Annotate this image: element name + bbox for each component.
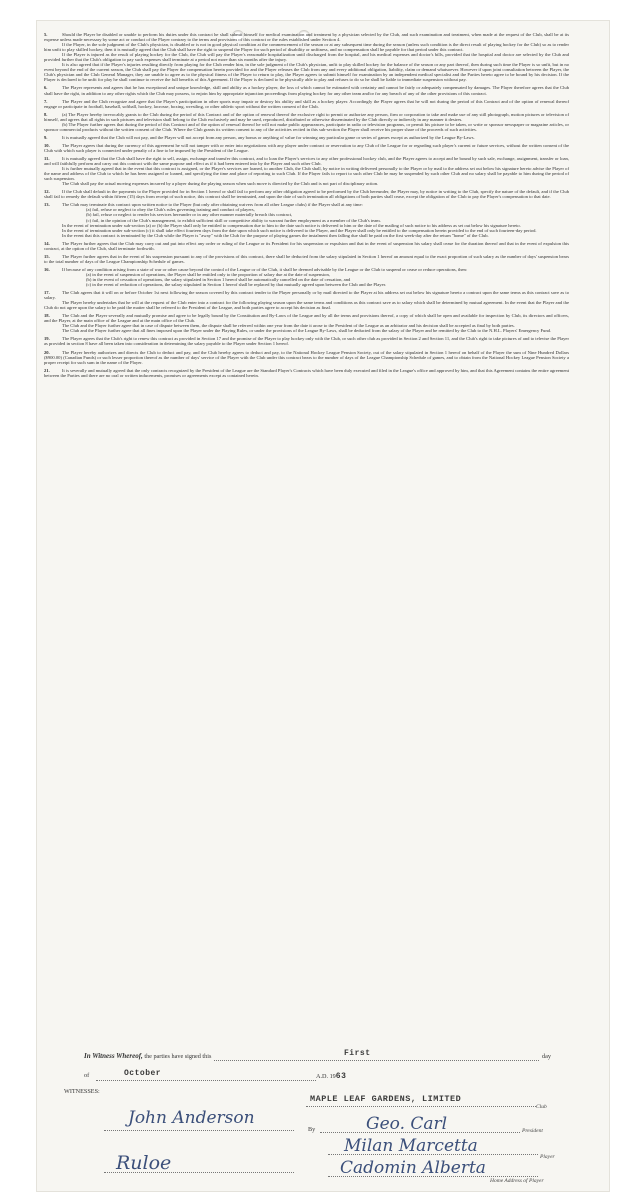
month-value: October <box>124 1069 162 1078</box>
club-label: Club <box>536 1104 547 1110</box>
section-paragraph: 13. The Club may terminate this contract upon written notice to the Player (but only after obtaining waivers from all other League clubs) if the Player shall at any time: <box>44 202 363 208</box>
section-16 <box>44 267 569 287</box>
ad-prefix: A.D. 19 <box>316 1073 336 1080</box>
witnesses-label: WITNESSES: <box>64 1088 100 1095</box>
section-number: 10. <box>44 142 50 148</box>
section-paragraph: 18. The Club and the Player severally and mutually promise and agree to be legally bound by the Constitution and By-Laws of the League and by all the terms and provisions thereof, a copy of which shall be open and available for inspection by Club, its directors and officers, and the Player, at the main office of the League and at the main office of the Club. <box>44 313 569 324</box>
section-18 <box>44 313 569 333</box>
section-paragraph: 5. Should the Player be disabled or unable to perform his duties under this contract he shall submit himself for medical examination and treatment by a physician selected by the Club, and such examination and treatment, when made at the request of the Club, shall be at its expense unless made necessary by some act or conduct of the Player contrary to the terms and provisions of this contract or the rules established under Section 4. <box>44 32 569 43</box>
section-paragraph: 14. The Player further agrees that the Club may carry out and put into effect any order or ruling of the League or its President for his suspension or expulsion and that in the event of suspension his salary shall cease for the duration thereof and that in the event of expulsion this contract, at the option of the Club, shall terminate forthwith. <box>44 240 569 251</box>
section-10 <box>44 143 569 153</box>
section-13 <box>44 202 569 237</box>
section-19 <box>44 336 569 346</box>
section-number: 8. <box>44 111 48 117</box>
section-paragraph: (b) The Player further agrees that during the period of this Contract and of the option of renewal thereof he will not make public appearances, participate in radio or television programs, or permit his picture to be taken, or write or sponsor newspaper or magazine articles, or sponsor commercial products without the written consent of the Club. Where the Club grants its written consent to any of the activities recited in this sub-section the Player shall receive his proper share of the proceeds of such activities. <box>44 121 569 132</box>
section-paragraph: 10. The Player agrees that during the currency of this agreement he will not tamper with or enter into negotiations with any player under contract or reservation to any Club of the League for or regarding such player's current or future services, without the written consent of the Club with which such player is connected under penalty of a fine to be imposed by the President of the League. <box>44 142 569 153</box>
section-paragraph: In the event of termination under sub-section (c) it shall take effect fourteen days from the date upon which such notice is delivered to the Player, and the Player shall only be entitled to the compensation herein provided to the end of such fourteen-day period. <box>62 227 537 233</box>
section-17 <box>44 290 569 310</box>
section-9 <box>44 135 569 140</box>
witness-phrase: In Witness Whereof, <box>84 1052 143 1060</box>
club-name: MAPLE LEAF GARDENS, LIMITED <box>310 1094 462 1104</box>
section-number: 11. <box>44 155 50 161</box>
section-number: 19. <box>44 336 50 342</box>
section-paragraph: 12. If the Club shall default in the payments to the Player provided for in Section 1 hereof or shall fail to perform any other obligation agreed to be performed by the Club hereunder, the Player may, by notice in writing to the Club, specify the nature of the default, and if the Club shall fail to remedy the default within fifteen (15) days from receipt of such notice, this contract shall be terminated, and upon the date of such termination all obligations of both parties shall cease, except the obligation of the Club to pay the Player's compensation to that date. <box>44 189 569 200</box>
of-label: of <box>84 1072 90 1079</box>
section-paragraph: 21. It is severally and mutually agreed that the only contracts recognized by the President of the League are the Standard Player's Contracts which have been duly executed and filed in the League's office and approved by him, and that this Agreement contains the entire agreement between the Parties and there are no oral or written inducements, promises or agreements except as contained herein. <box>44 367 569 378</box>
section-number: 18. <box>44 313 50 319</box>
section-paragraph: The Club and the Player further agree that in case of dispute between them, the dispute shall be referred within one year from the date it arose to the President of the League as an arbitrator and his decision shall be accepted as final by both parties. <box>62 323 515 329</box>
section-paragraph: If the Player is injured as the result of playing hockey for the Club, the Club will pay the Player's reasonable hospitalization until discharged from the hospital, and his medical expenses and doctor's bills, provided that the hospital and doctor are selected by the Club and provided further that the Club's obligation to pay such expenses shall terminate at a period not more than six months after the injury. <box>44 52 569 63</box>
president-label: President <box>522 1128 543 1134</box>
section-list-item: (c) in the event of reduction of operations, the salary stipulated in Section 1 hereof shall be replaced by that mutually agreed upon between the Club and the Player. <box>86 282 387 288</box>
section-list-item: (c) fail, in the opinion of the Club's management, to exhibit sufficient skill or competitive ability to warrant further employment as a member of the Club's team. <box>86 217 381 223</box>
section-number: 6. <box>44 85 48 91</box>
section-number: 15. <box>44 253 50 259</box>
section-paragraph: The Club and the Player further agree that all fines imposed upon the Player under the Playing Rules, or under the provisions of the League By-Laws, shall be deducted from the salary of the Player and be remitted by the Club to the N.H.L. Players' Emergency Fund. <box>62 328 552 334</box>
president-signature: Geo. Carl <box>366 1114 448 1134</box>
section-number: 13. <box>44 202 50 208</box>
witness-signature-2: Ruloe <box>116 1152 172 1174</box>
section-8 <box>44 112 569 132</box>
section-21 <box>44 368 569 378</box>
section-list-item: (b) fail, refuse or neglect to render his services hereunder or in any other manner materially breach this contract, <box>86 212 293 218</box>
player-signature: Milan Marcetta <box>344 1136 478 1156</box>
section-number: 20. <box>44 349 50 355</box>
day-value: First <box>344 1049 371 1058</box>
year-value: 63 <box>335 1072 347 1081</box>
section-12 <box>44 189 569 199</box>
section-paragraph: The Club shall pay the actual moving expenses incurred by a player during the playing season when such move is directed by the Club and is not part of disciplinary action. <box>62 181 379 187</box>
section-paragraph: In the event of termination under sub-section (a) or (b) the Player shall only be entitled to compensation due to him to the date such notice is delivered to him or the date of the mailing of such notice to his address as set out below his signature hereto. <box>62 222 521 228</box>
section-paragraph: 20. The Player hereby authorizes and directs the Club to deduct and pay, and the Club hereby agrees to deduct and pay, to the National Hockey League Pension Society, out of the salary stipulated in Section 1 hereof on behalf of the Player the sum of Nine Hundred Dollars ($900.00) (Canadian Funds) or such lesser proportion thereof as the number of days' service of the Player with the Club under this contract bears to the number of days of the League Championship Schedule of games, and to obtain from the National Hockey League Pension Society a proper receipt for such sum in the name of the Player. <box>44 349 569 365</box>
section-5 <box>44 32 569 82</box>
section-number: 7. <box>44 98 48 104</box>
section-paragraph: In the event that this contract is terminated by the Club while the Player is "away" with the Club for the purpose of playing games the instalment then falling due shall be paid on the first week-day after the return "home" of the Club. <box>62 232 489 238</box>
by-label: By <box>308 1126 316 1133</box>
section-20 <box>44 350 569 365</box>
section-number: 5. <box>44 32 48 37</box>
section-14 <box>44 241 569 251</box>
section-paragraph: 7. The Player and the Club recognize and agree that the Player's participation in other sports may impair or destroy his ability and skill as a hockey player. Accordingly the Player agrees that he will not during the period of this Contract and of the option of renewal thereof engage or participate in football, baseball, softball, hockey, lacrosse, boxing, wrestling, or other athletic sport without the written consent of the Club. <box>44 98 569 109</box>
section-number: 16. <box>44 266 50 272</box>
section-number: 21. <box>44 367 50 373</box>
section-paragraph: 6. The Player represents and agrees that he has exceptional and unique knowledge, skill and ability as a hockey player, the loss of which cannot be estimated with certainty and cannot be fairly or adequately compensated by damages. The Player therefore agrees that the Club shall have the right, in addition to any other rights which the Club may possess, to enjoin him by appropriate injunction proceedings from playing hockey for any other team and/or for any breach of any of the other provisions of this contract. <box>44 85 569 96</box>
section-number: 9. <box>44 134 48 140</box>
section-paragraph: 8. (a) The Player hereby irrevocably grants to the Club during the period of this Contract and of the option of renewal thereof the exclusive right to permit or authorize any person, firm or corporation to take and make use of any still photograph, motion pictures or television of himself, and agrees that all rights in such pictures and television shall belong to the Club exclusively and may be used, reproduced, distributed or otherwise disseminated by the Club directly or indirectly in any manner it desires. <box>44 111 569 122</box>
home-address-label: Home Address of Player <box>490 1178 544 1184</box>
section-7 <box>44 99 569 109</box>
witness-signature-1: John Anderson <box>128 1108 255 1128</box>
section-paragraph: 11. It is mutually agreed that the Club shall have the right to sell, assign, exchange and transfer this contract, and to loan the Player's services to any other professional hockey club, and the Player agrees to accept and be bound by such sale, exchange, assignment, transfer or loan, and will faithfully perform and carry out this contract with the same purpose and effect as if it had been entered into by the Player and such other Club. <box>44 155 569 167</box>
section-paragraph: 15. The Player further agrees that in the event of his suspension pursuant to any of the provisions of this contract, there shall be deducted from the salary stipulated in Section 1 hereof an amount equal to the exact proportion of such salary as the number of days' suspension bears to the total number of days of the League Championship Schedule of games. <box>44 253 569 264</box>
section-paragraph: If the Player, in the sole judgment of the Club's physician, is disabled or is not in good physical condition at the commencement of the season or at any subsequent time during the season (unless such condition is the direct result of playing hockey for the Club) so as to render him unfit to play skilled hockey, then it is mutually agreed that the Club shall have the right to suspend the Player for such period of disability or unfitness, and no compensation shall be payable for that period under this contract. <box>44 42 569 53</box>
section-11 <box>44 156 569 186</box>
section-paragraph: 17. The Club agrees that it will on or before October 1st next following the season covered by this contract tender to the Player personally or by mail directed to the Player at his address set out below his signature hereto a contract upon the same terms as this contract save as to salary. <box>44 290 569 301</box>
witness-phrase-rest: the parties have signed this <box>144 1053 212 1060</box>
section-number: 12. <box>44 189 50 195</box>
player-label: Player <box>540 1154 555 1160</box>
section-paragraph: 16. If because of any condition arising from a state of war or other cause beyond the control of the League or of the Club, it shall be deemed advisable by the League or the Club to suspend or cease or reduce operations, then: <box>44 266 468 272</box>
section-paragraph: It is also agreed that if the Player's injuries resulting directly from playing for the Club render him, in the sole judgment of the Club's physician, unfit to play skilled hockey for the balance of the season or any part thereof, then during such time the Player is so unfit, but in no event beyond the end of the current season, the Club shall pay the Player the compensation herein provided for and the Player releases the Club from any and every additional obligation, liability, claim or demand whatsoever. However if upon joint consultation between the Player, the Club's physician and the Club General Manager, they are unable to agree as to the physical fitness of the Player to return to play, the Player agrees to submit himself for examination by an independent medical specialist and the Parties hereto agree to be bound by his decision. If the Player is declared to be unfit for play he shall continue to receive the full benefits of this Agreement. If the Player is declared to be physically able to play and refuses to do so he shall be liable to immediate suspension without pay. <box>44 62 569 83</box>
home-address-signature: Cadomin Alberta <box>340 1158 486 1178</box>
section-number: 17. <box>44 290 50 296</box>
section-paragraph: It is further mutually agreed that in the event that this contract is assigned, or the Player's services are loaned, to another Club, the Club shall, by notice in writing delivered personally to the Player or by mail to the address set out below his signature hereto advise the Player of the name and address of the Club to which he has been assigned or loaned, and specifying the time and place of reporting to such Club. If the Player fails to report to such other Club he may be suspended by such other Club and no salary shall be payable to him during the period of such suspension. <box>44 166 569 182</box>
section-list-item: (a) fail, refuse or neglect to obey the Club's rules governing training and conduct of players, <box>86 207 255 213</box>
section-6 <box>44 85 569 95</box>
section-paragraph: 19. The Player agrees that the Club's right to renew this contract as provided in Section 17 and the promise of the Player to play hockey only with the Club, or such other club as provided in Section 2 and Section 11, and the Club's right to take pictures of and to televise the Player as provided in section 8 have all been taken into consideration in determining the salary payable to the Player under Section 1 hereof. <box>44 336 569 347</box>
witness-block <box>44 1048 564 1188</box>
section-15 <box>44 254 569 264</box>
day-label: day <box>542 1053 551 1060</box>
contract-text <box>44 32 569 381</box>
section-paragraph: 9. It is mutually agreed that the Club will not pay, and the Player will not accept from any person, any bonus or anything of value for winning any particular game or series of games except as authorized by the League By-Laws. <box>44 134 475 140</box>
section-list-item: (b) in the event of cessation of operations, the salary stipulated in Section 1 hereof shall be automatically cancelled on the date of cessation, and <box>86 276 351 282</box>
section-number: 14. <box>44 240 50 246</box>
section-paragraph: The Player hereby undertakes that he will at the request of the Club enter into a contract for the following playing season upon the same terms and conditions as this contract save as to salary which shall be determined by mutual agreement. In the event that the Player and the Club do not agree upon the salary to be paid the matter shall be referred to the President of the League, and both parties agree to accept his decision as final. <box>44 300 569 311</box>
section-list-item: (a) in the event of suspension of operations, the Player shall be entitled only to the proportion of salary due at the date of suspension, <box>86 271 330 277</box>
